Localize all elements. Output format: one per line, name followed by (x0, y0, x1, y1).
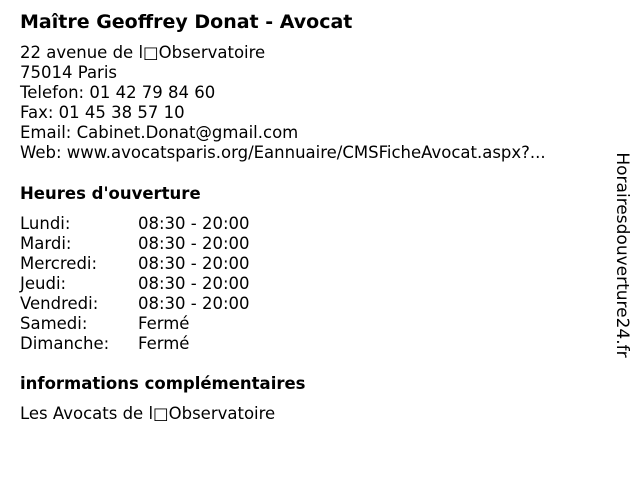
contact-block (20, 43, 546, 163)
page-title: Maître Geoffrey Donat - Avocat (20, 11, 353, 33)
day-label: Mardi: (20, 234, 72, 253)
fax-number: Fax: 01 45 38 57 10 (20, 103, 185, 122)
day-label: Vendredi: (20, 294, 99, 313)
additional-info-text: Les Avocats de l□Observatoire (20, 404, 276, 423)
hours-row-saturday (20, 314, 280, 334)
day-label: Dimanche: (20, 334, 110, 353)
day-label: Lundi: (20, 214, 71, 233)
day-label: Jeudi: (20, 274, 67, 293)
opening-hours-table (20, 214, 280, 354)
additional-info-heading: informations complémentaires (20, 374, 306, 393)
hours-row-friday (20, 294, 280, 314)
day-hours: 08:30 - 20:00 (138, 234, 250, 253)
hours-row-sunday (20, 334, 280, 354)
hours-row-tuesday (20, 234, 280, 254)
phone-number: Telefon: 01 42 79 84 60 (20, 83, 216, 102)
email-address: Email: Cabinet.Donat@gmail.com (20, 123, 299, 142)
day-hours: 08:30 - 20:00 (138, 214, 250, 233)
day-hours: 08:30 - 20:00 (138, 254, 250, 273)
opening-hours-heading: Heures d'ouverture (20, 184, 201, 203)
day-label: Samedi: (20, 314, 88, 333)
address-city: 75014 Paris (20, 63, 118, 82)
site-watermark: Horairesdouverture24.fr (612, 152, 632, 358)
hours-row-thursday (20, 274, 280, 294)
day-hours: Fermé (138, 314, 190, 333)
hours-row-wednesday (20, 254, 280, 274)
day-hours: 08:30 - 20:00 (138, 274, 250, 293)
day-hours: 08:30 - 20:00 (138, 294, 250, 313)
day-hours: Fermé (138, 334, 190, 353)
address-street: 22 avenue de l□Observatoire (20, 43, 266, 62)
day-label: Mercredi: (20, 254, 98, 273)
hours-row-monday (20, 214, 280, 234)
website-link: Web: www.avocatsparis.org/Eannuaire/CMSFicheAvocat.aspx?... (20, 143, 546, 162)
